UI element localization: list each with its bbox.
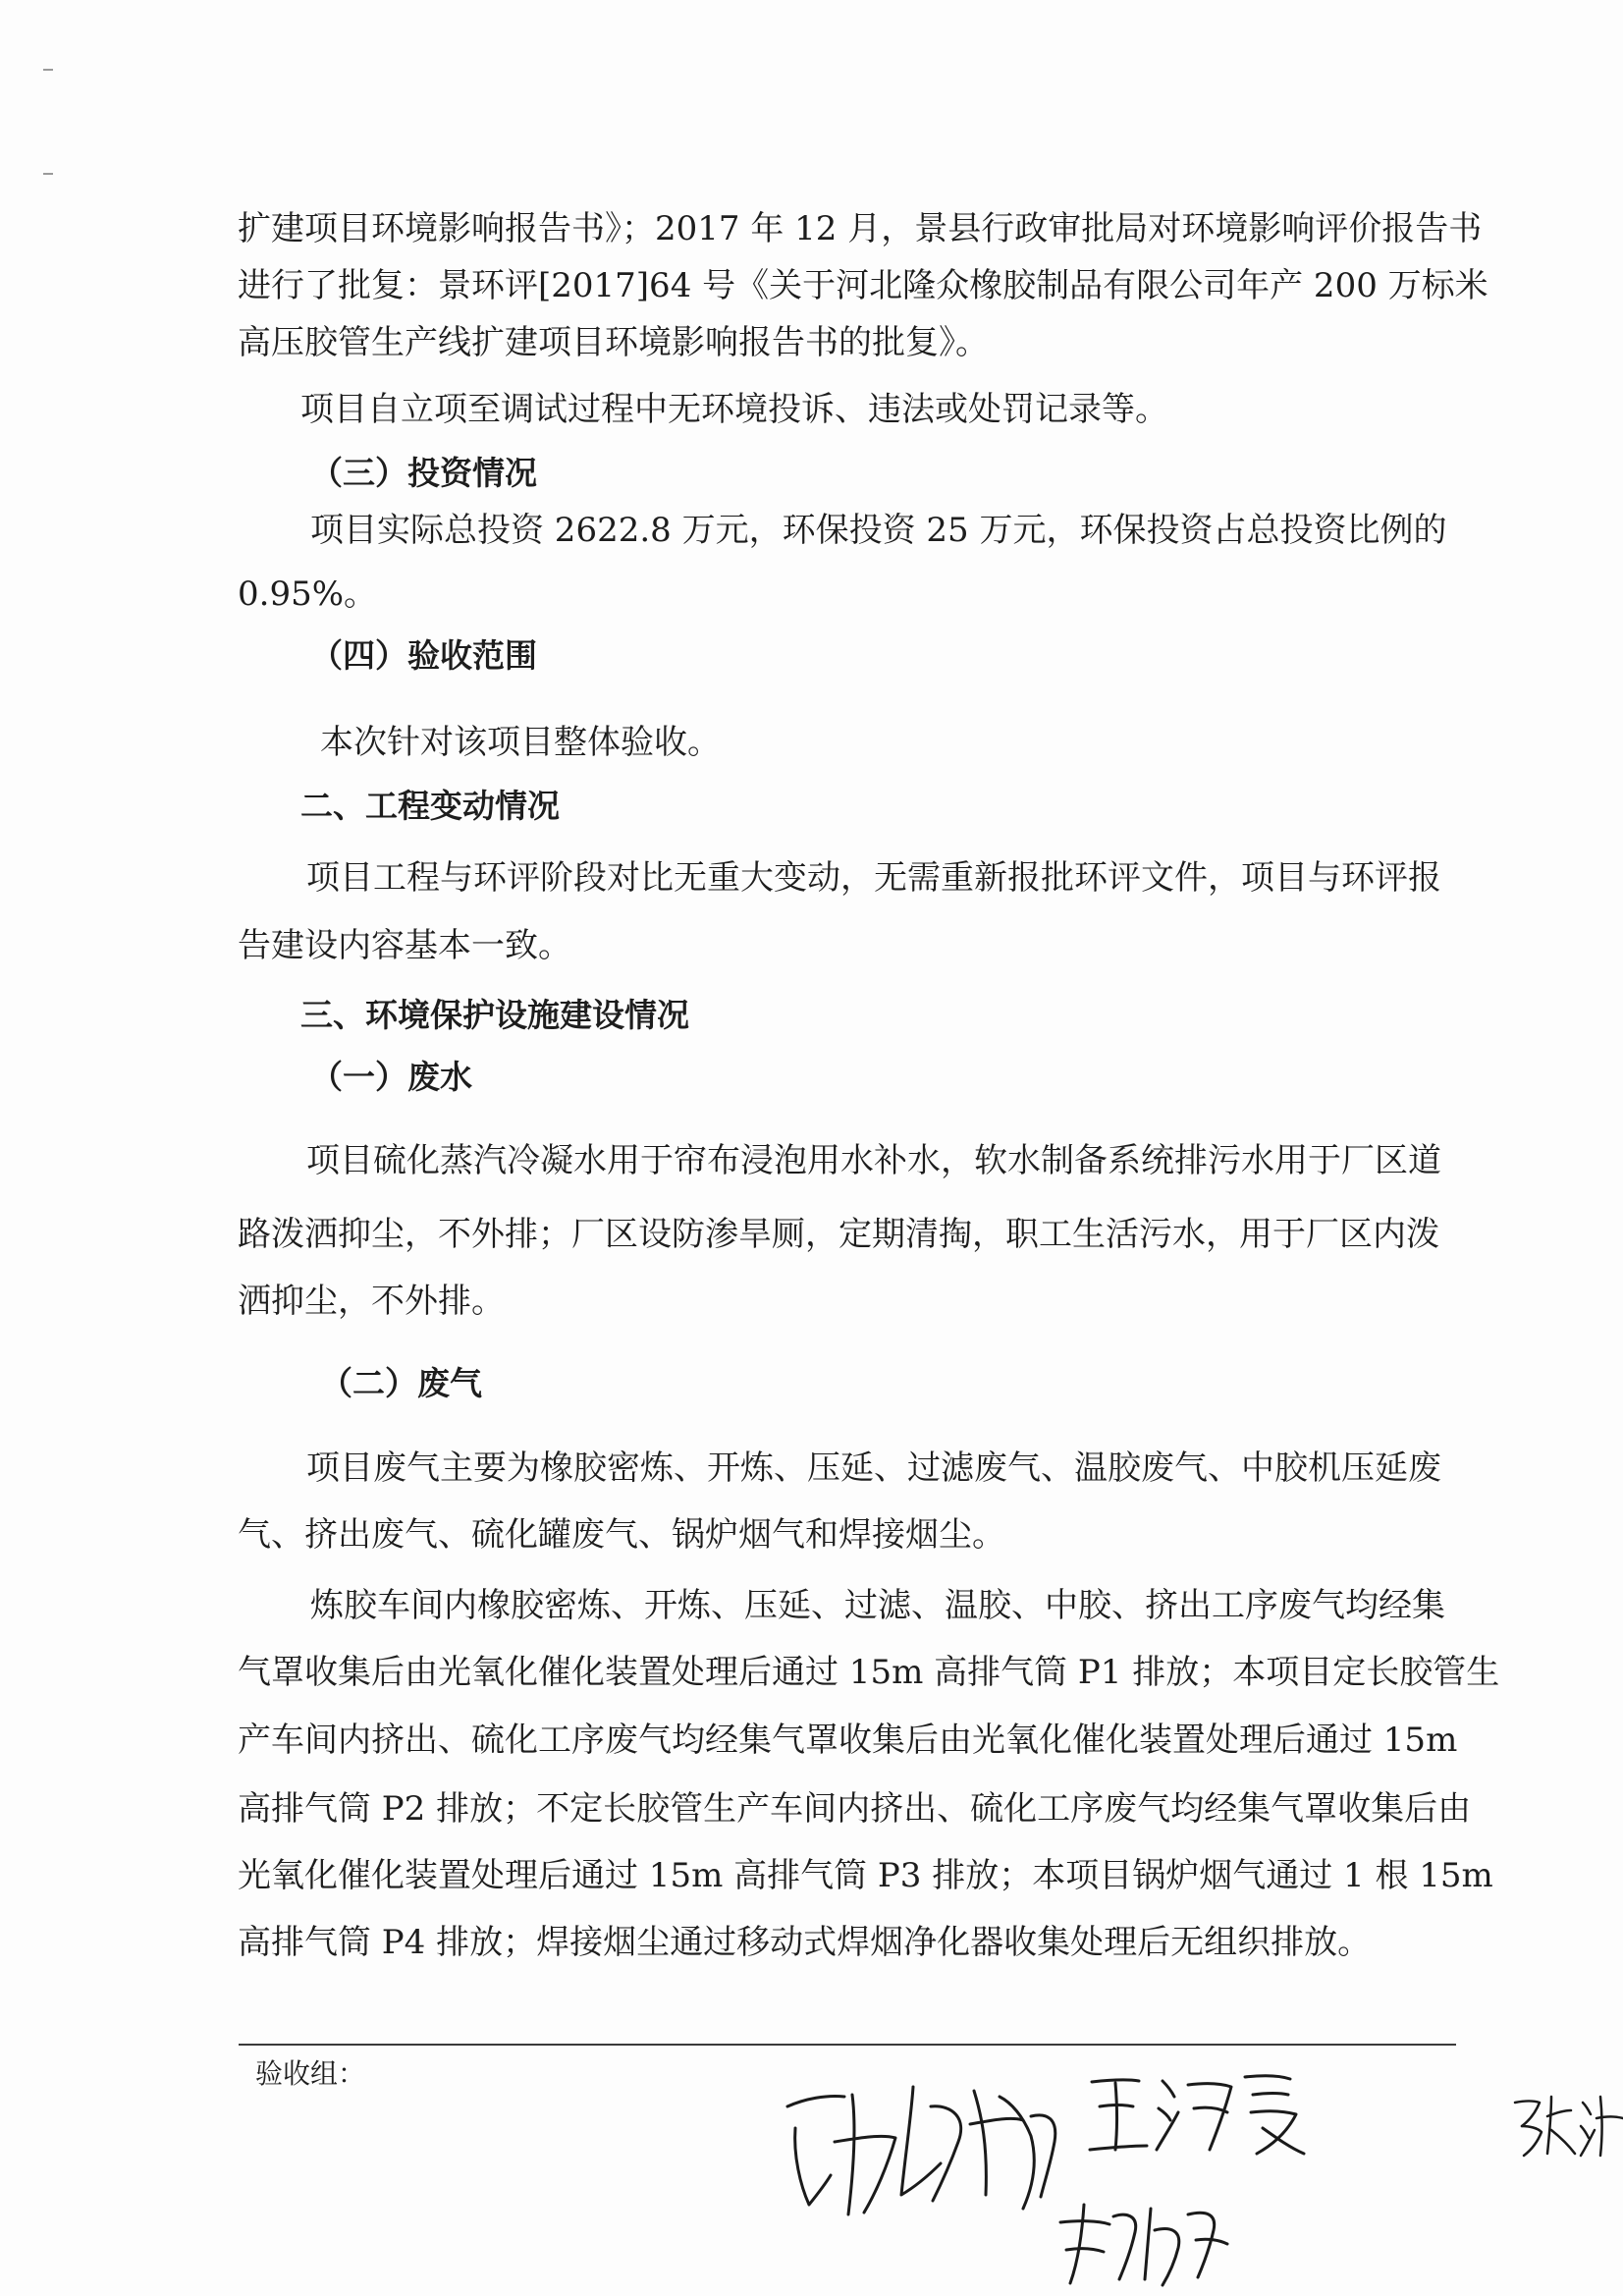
body-text: 高排气筒 P2 排放；不定长胶管生产车间内挤出、硫化工序废气均经集气罩收集后由 bbox=[238, 1789, 1472, 1829]
body-text: 气罩收集后由光氧化催化装置处理后通过 15m 高排气筒 P1 排放；本项目定长胶管生 bbox=[238, 1653, 1500, 1692]
section-heading: 三、环境保护设施建设情况 bbox=[300, 996, 689, 1034]
body-text: 本次针对该项目整体验收。 bbox=[320, 723, 721, 762]
section-heading: （一）废水 bbox=[310, 1058, 472, 1096]
body-text: 进行了批复：景环评[2017]64 号《关于河北隆众橡胶制品有限公司年产 200 万标米 bbox=[238, 266, 1488, 305]
section-heading: （三）投资情况 bbox=[310, 454, 537, 492]
signature-4 bbox=[1515, 2097, 1623, 2156]
body-text: 扩建项目环境影响报告书》；2017 年 12 月，景县行政审批局对环境影响评价报告书 bbox=[238, 209, 1483, 248]
body-text: 气、挤出废气、硫化罐废气、锅炉烟气和焊接烟尘。 bbox=[238, 1515, 1005, 1555]
body-text: 项目自立项至调试过程中无环境投诉、违法或处罚记录等。 bbox=[300, 390, 1168, 429]
footer-divider bbox=[239, 2044, 1456, 2046]
body-text: 项目废气主要为橡胶密炼、开炼、压延、过滤废气、温胶废气、中胶机压延废 bbox=[306, 1449, 1441, 1488]
body-text: 项目工程与环评阶段对比无重大变动，无需重新报批环评文件，项目与环评报 bbox=[306, 858, 1441, 898]
scan-mark bbox=[43, 173, 53, 175]
section-heading: （二）废气 bbox=[320, 1364, 482, 1402]
body-text: 路泼洒抑尘，不外排；厂区设防渗旱厕，定期清掏，职工生活污水，用于厂区内泼 bbox=[238, 1215, 1439, 1254]
body-text: 高压胶管生产线扩建项目环境影响报告书的批复》。 bbox=[238, 323, 989, 362]
section-heading: 二、工程变动情况 bbox=[300, 787, 560, 825]
inspection-team-label: 验收组： bbox=[255, 2057, 366, 2090]
body-text: 产车间内挤出、硫化工序废气均经集气罩收集后由光氧化催化装置处理后通过 15m bbox=[238, 1721, 1458, 1760]
body-text: 项目硫化蒸汽冷凝水用于帘布浸泡用水补水，软水制备系统排污水用于厂区道 bbox=[306, 1141, 1441, 1180]
scan-mark bbox=[43, 69, 53, 71]
body-text: 告建设内容基本一致。 bbox=[238, 926, 571, 965]
body-text: 炼胶车间内橡胶密炼、开炼、压延、过滤、温胶、中胶、挤出工序废气均经集 bbox=[310, 1586, 1445, 1625]
section-heading: （四）验收范围 bbox=[310, 636, 537, 675]
signature-2 bbox=[1090, 2076, 1304, 2154]
signature-3 bbox=[1060, 2205, 1227, 2285]
signature-1 bbox=[787, 2087, 1055, 2214]
handwritten-signatures bbox=[766, 2048, 1623, 2296]
body-text: 洒抑尘，不外排。 bbox=[238, 1282, 505, 1321]
body-text: 光氧化催化装置处理后通过 15m 高排气筒 P3 排放；本项目锅炉烟气通过 1 根 15m bbox=[238, 1856, 1493, 1895]
body-text: 项目实际总投资 2622.8 万元，环保投资 25 万元，环保投资占总投资比例的 bbox=[310, 511, 1447, 550]
body-text: 0.95%。 bbox=[238, 574, 378, 614]
body-text: 高排气筒 P4 排放；焊接烟尘通过移动式焊烟净化器收集处理后无组织排放。 bbox=[238, 1923, 1372, 1962]
